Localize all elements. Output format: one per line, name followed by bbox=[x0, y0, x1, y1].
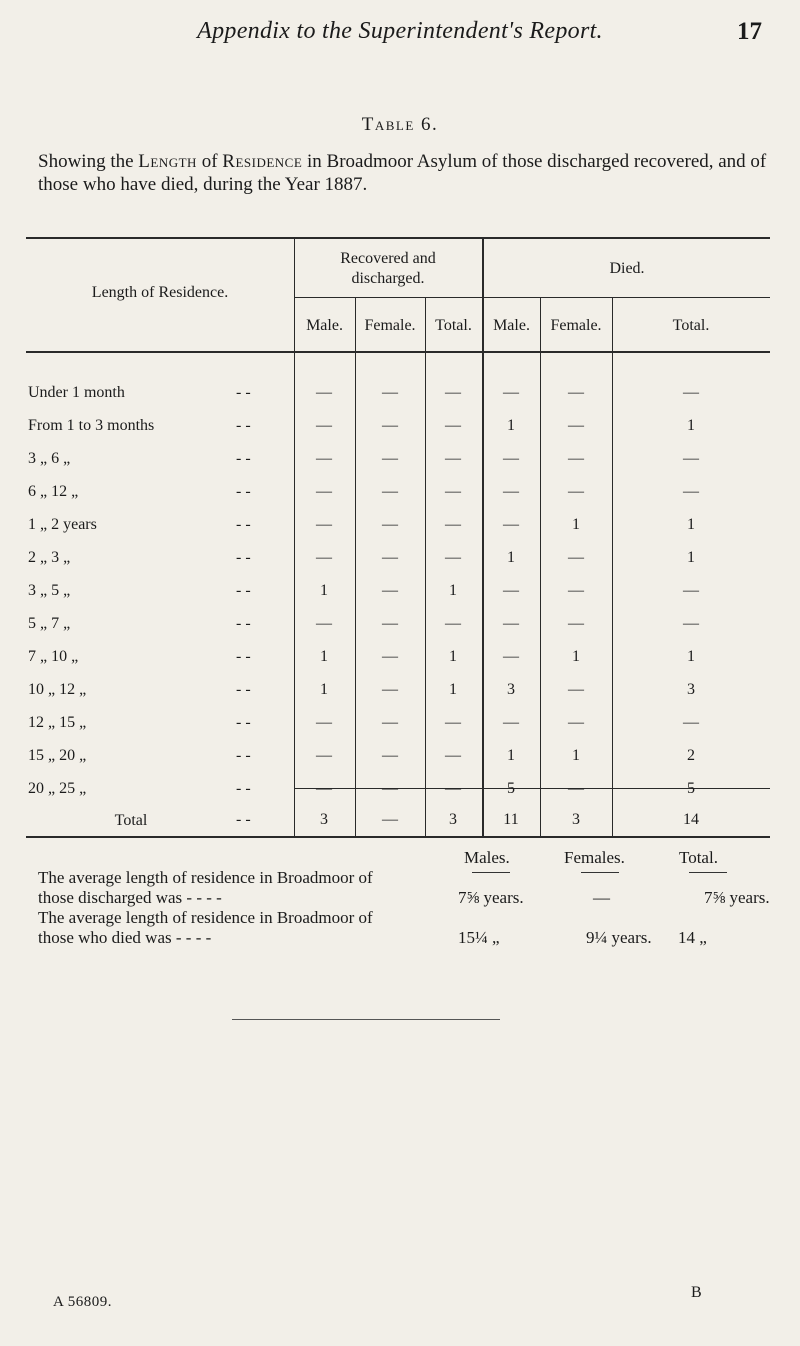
row-label: Under 1 month bbox=[28, 384, 125, 401]
table-cell: — bbox=[568, 681, 584, 698]
table-cell: 1 bbox=[320, 582, 328, 599]
table-cell: 1 bbox=[572, 747, 580, 764]
table-cell: — bbox=[445, 714, 461, 731]
summary-line-2b: those who died was - - - - bbox=[38, 928, 212, 947]
printer-signature: A 56809. bbox=[53, 1294, 113, 1310]
row-label: 20 „ 25 „ bbox=[28, 780, 87, 797]
subheader-recovered-female: Female. bbox=[364, 317, 416, 334]
total-cell: 3 bbox=[320, 811, 328, 828]
summary-underline-females bbox=[581, 872, 619, 873]
row-label: 7 „ 10 „ bbox=[28, 648, 79, 665]
row-leader: - - bbox=[236, 417, 251, 434]
average-residence-summary bbox=[38, 848, 778, 948]
summary-header-females: Females. bbox=[564, 848, 625, 867]
table-cell: — bbox=[503, 615, 519, 632]
table-cell: — bbox=[503, 582, 519, 599]
table-cell: — bbox=[382, 681, 398, 698]
row-leader: - - bbox=[236, 714, 251, 731]
row-leader: - - bbox=[236, 483, 251, 500]
table-title: Table 6. bbox=[361, 114, 439, 135]
row-leader: - - bbox=[236, 681, 251, 698]
table-cell: — bbox=[445, 549, 461, 566]
table-cell: — bbox=[568, 714, 584, 731]
table-top-rule bbox=[26, 237, 770, 239]
table-cell: — bbox=[568, 780, 584, 797]
caption-text-3: in Broadmoor Asylum of those discharged recovered, and of those who have died, during the Year 1887. bbox=[38, 151, 767, 195]
table-cell: 1 bbox=[320, 648, 328, 665]
total-cell: 11 bbox=[503, 811, 519, 828]
table-cell: — bbox=[683, 582, 699, 599]
row-label: 12 „ 15 „ bbox=[28, 714, 87, 731]
header-bottom-rule bbox=[26, 351, 770, 353]
table-cell: 1 bbox=[687, 516, 695, 533]
sheet-signature-mark: B bbox=[691, 1284, 702, 1301]
table-cell: — bbox=[503, 384, 519, 401]
table-cell: 1 bbox=[320, 681, 328, 698]
table-cell: — bbox=[445, 483, 461, 500]
table-cell: — bbox=[445, 417, 461, 434]
table-cell: — bbox=[316, 747, 332, 764]
table-cell: — bbox=[445, 450, 461, 467]
summary-line-1a: The average length of residence in Broadmoor of bbox=[38, 868, 373, 887]
table-cell: — bbox=[683, 483, 699, 500]
table-cell: — bbox=[568, 450, 584, 467]
row-leader: - - bbox=[236, 648, 251, 665]
table-cell: 1 bbox=[449, 648, 457, 665]
table-cell: — bbox=[568, 417, 584, 434]
row-leader: - - bbox=[236, 780, 251, 797]
table-cell: 1 bbox=[687, 417, 695, 434]
subheader-died-total: Total. bbox=[672, 317, 710, 334]
table-cell: — bbox=[683, 450, 699, 467]
table-cell: — bbox=[568, 384, 584, 401]
row-label: 10 „ 12 „ bbox=[28, 681, 87, 698]
row-label: 15 „ 20 „ bbox=[28, 747, 87, 764]
table-cell: — bbox=[316, 450, 332, 467]
row-label: From 1 to 3 months bbox=[28, 417, 155, 434]
table-cell: — bbox=[316, 384, 332, 401]
row-leader: - - bbox=[236, 384, 251, 401]
total-row-leader: - - bbox=[236, 811, 251, 828]
total-cell: 14 bbox=[683, 811, 699, 828]
table-bottom-rule bbox=[26, 836, 770, 838]
table-cell: 1 bbox=[449, 582, 457, 599]
row-leader: - - bbox=[236, 615, 251, 632]
page-number: 17 bbox=[737, 18, 762, 45]
table-caption bbox=[38, 150, 768, 196]
row-leader: - - bbox=[236, 450, 251, 467]
table-cell: — bbox=[445, 780, 461, 797]
subheader-died-female: Female. bbox=[550, 317, 602, 334]
summary-underline-males bbox=[472, 872, 510, 873]
died-males-average: 15¼ „ bbox=[458, 928, 500, 947]
total-row-label: Total bbox=[114, 812, 148, 829]
table-cell: — bbox=[683, 714, 699, 731]
table-cell: — bbox=[382, 450, 398, 467]
died-total-average: 14 „ bbox=[678, 928, 707, 947]
discharged-males-average: 7⅝ years. bbox=[458, 888, 524, 907]
row-leader: - - bbox=[236, 516, 251, 533]
table-cell: — bbox=[316, 516, 332, 533]
table-cell: — bbox=[503, 483, 519, 500]
summary-underline-total bbox=[689, 872, 727, 873]
residence-table bbox=[26, 237, 770, 839]
table-cell: — bbox=[382, 384, 398, 401]
table-cell: — bbox=[316, 615, 332, 632]
table-cell: — bbox=[568, 549, 584, 566]
total-cell: 3 bbox=[449, 811, 457, 828]
row-label: 1 „ 2 years bbox=[28, 516, 97, 533]
row-label: 6 „ 12 „ bbox=[28, 483, 79, 500]
table-cell: — bbox=[382, 780, 398, 797]
table-cell: — bbox=[316, 417, 332, 434]
died-females-average: 9¼ years. bbox=[586, 928, 652, 947]
footer-rule bbox=[232, 1019, 500, 1020]
table-cell: — bbox=[683, 615, 699, 632]
table-cell: — bbox=[316, 549, 332, 566]
table-cell: — bbox=[568, 483, 584, 500]
table-cell: — bbox=[382, 516, 398, 533]
subheader-died-male: Male. bbox=[493, 317, 530, 334]
col-header-length: Length of Residence. bbox=[91, 284, 229, 301]
subheader-rule bbox=[294, 297, 770, 298]
table-cell: 5 bbox=[687, 780, 695, 797]
table-cell: — bbox=[382, 549, 398, 566]
table-cell: 1 bbox=[449, 681, 457, 698]
table-cell: 1 bbox=[572, 516, 580, 533]
subheader-recovered-male: Male. bbox=[306, 317, 343, 334]
table-cell: — bbox=[445, 384, 461, 401]
discharged-females-average: — bbox=[593, 888, 610, 907]
table-cell: — bbox=[316, 780, 332, 797]
table-cell: — bbox=[503, 648, 519, 665]
table-cell: — bbox=[382, 417, 398, 434]
table-cell: — bbox=[445, 615, 461, 632]
table-cell: — bbox=[382, 714, 398, 731]
table-cell: 1 bbox=[687, 549, 695, 566]
table-cell: — bbox=[568, 615, 584, 632]
group-header-died: Died. bbox=[609, 260, 645, 277]
table-cell: 1 bbox=[507, 417, 515, 434]
running-header bbox=[0, 18, 800, 48]
table-cell: — bbox=[445, 747, 461, 764]
table-cell: — bbox=[382, 747, 398, 764]
table-cell: 5 bbox=[507, 780, 515, 797]
table-cell: — bbox=[683, 384, 699, 401]
table-cell: — bbox=[568, 582, 584, 599]
col-rule-6 bbox=[612, 297, 613, 837]
row-label: 3 „ 6 „ bbox=[28, 450, 71, 467]
table-cell: — bbox=[316, 714, 332, 731]
row-leader: - - bbox=[236, 549, 251, 566]
summary-header-males: Males. bbox=[464, 848, 510, 867]
summary-header-total: Total. bbox=[679, 848, 718, 867]
table-cell: 3 bbox=[507, 681, 515, 698]
total-cell: 3 bbox=[572, 811, 580, 828]
table-cell: — bbox=[382, 582, 398, 599]
table-cell: 1 bbox=[687, 648, 695, 665]
table-cell: 1 bbox=[507, 747, 515, 764]
running-title: Appendix to the Superintendent's Report. bbox=[197, 18, 603, 44]
col-rule-2 bbox=[355, 297, 356, 837]
row-label: 2 „ 3 „ bbox=[28, 549, 71, 566]
caption-text-2: of bbox=[196, 151, 223, 172]
table-cell: — bbox=[503, 516, 519, 533]
row-label: 5 „ 7 „ bbox=[28, 615, 71, 632]
row-leader: - - bbox=[236, 747, 251, 764]
table-cell: 3 bbox=[687, 681, 695, 698]
table-cell: 2 bbox=[687, 747, 695, 764]
caption-text-1: Showing the bbox=[38, 151, 139, 172]
table-cell: — bbox=[382, 483, 398, 500]
summary-line-1b: those discharged was - - - - bbox=[38, 888, 222, 907]
summary-line-2a: The average length of residence in Broadmoor of bbox=[38, 908, 373, 927]
table-cell: — bbox=[382, 615, 398, 632]
group-header-recovered: Recovered and discharged. bbox=[340, 250, 436, 287]
subheader-recovered-total: Total. bbox=[435, 317, 472, 334]
table-cell: — bbox=[503, 714, 519, 731]
table-cell: — bbox=[382, 648, 398, 665]
table-cell: — bbox=[445, 516, 461, 533]
caption-smallcaps-2: Residence bbox=[222, 151, 303, 172]
total-cell: — bbox=[382, 811, 398, 828]
caption-smallcaps-1: Length bbox=[138, 151, 197, 172]
table-cell: — bbox=[316, 483, 332, 500]
table-cell: 1 bbox=[507, 549, 515, 566]
table-cell: 1 bbox=[572, 648, 580, 665]
table-cell: — bbox=[503, 450, 519, 467]
row-leader: - - bbox=[236, 582, 251, 599]
discharged-total-average: 7⅝ years. bbox=[704, 888, 770, 907]
row-label: 3 „ 5 „ bbox=[28, 582, 71, 599]
